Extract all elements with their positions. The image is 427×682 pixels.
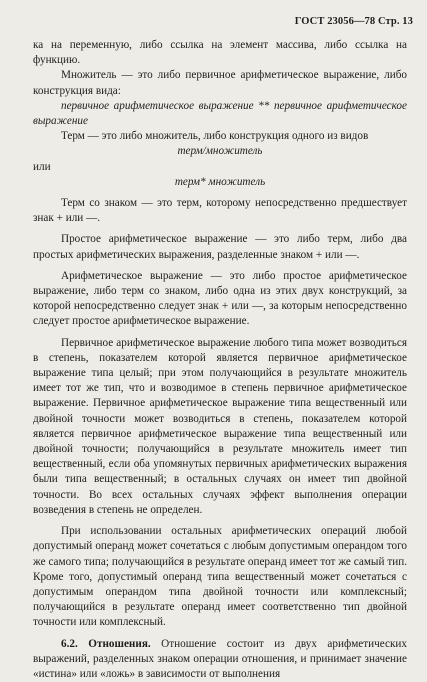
paragraph-or: или — [33, 160, 51, 173]
paragraph-other-operations: При использовании остальных арифметических операций любой допустимый операнд может сочетаться с любым допустимым операндом того же самого типа; получающийся в результате операнд имеет тот же самый тип. Кроме того, допустимый операнд типа вещественный может сочетаться с допустимым операндом типа двойной точности или комплексный; получающийся в результате операнд имеет соответственно тип двойной точности или комплексный. — [33, 525, 407, 629]
formula-multiplication-text: терм* множитель — [174, 175, 266, 188]
paragraph-arithmetic-expression: Арифметическое выражение — это либо простое арифметическое выражение, либо терм со знаком, либо одна из этих двух конструкций, за которой непосредственно следует знак + или —, за которым непосредственно следует простое арифметическое выражение. — [33, 269, 407, 328]
formula-power — [33, 99, 407, 129]
section-heading-relations: 6.2. Отношения. — [61, 637, 151, 650]
paragraph-exponentiation: Первичное арифметическое выражение любого типа может возводиться в степень, показателем которой является первичное арифметическое выражение типа целый; при этом получающийся в результате множитель имеет тот же тип, что и возводимое в степень первичное арифметическое выражение. Первичное арифметическое выражение типа вещественный или двойной точности может возводиться в степень, показателем которой является первичное арифметическое выражение типа вещественный или двойной точности; получающийся в результате множитель имеет тип вещественный, если оба упомянутых первичных арифметических выражения были типа вещественный; в остальных случаях он имеет тип двойной точности. Во всех остальных случаях эффект выполнения операции возведения в степень не определен. — [33, 336, 407, 516]
paragraph-simple-expression: Простое арифметическое выражение — это либо терм, либо два простых арифметических выражения, разделенные знаком + или —. — [33, 233, 407, 261]
formula-division — [33, 144, 407, 159]
page-header: ГОСТ 23056—78 Стр. 13 — [294, 16, 413, 27]
formula-division-text: терм/множитель — [177, 145, 263, 158]
paragraph-relations — [33, 637, 407, 682]
paragraph-signed-term: Терм со знаком — это терм, которому непосредственно предшествует знак + или —. — [33, 197, 407, 225]
formula-power-text: первичное арифметическое выражение ** первичное арифметическое выражение — [33, 99, 407, 128]
paragraph-term-definition: Терм — это либо множитель, либо конструкция одного из видов — [61, 130, 369, 143]
formula-multiplication — [33, 175, 407, 190]
paragraph-continuation: ка на переменную, либо ссылка на элемент массива, либо ссылка на функцию. — [33, 39, 407, 67]
paragraph-multiplier-definition: Множитель — это либо первичное арифметическое выражение, либо конструкция вида: — [33, 69, 407, 97]
document-body — [33, 38, 407, 682]
paragraph-relations-text: Отношение состоит из двух арифметических выражений, разделенных знаком операции отношения, и принимает значение «истина» или «ложь» в зависимости от выполнения — [33, 637, 408, 680]
